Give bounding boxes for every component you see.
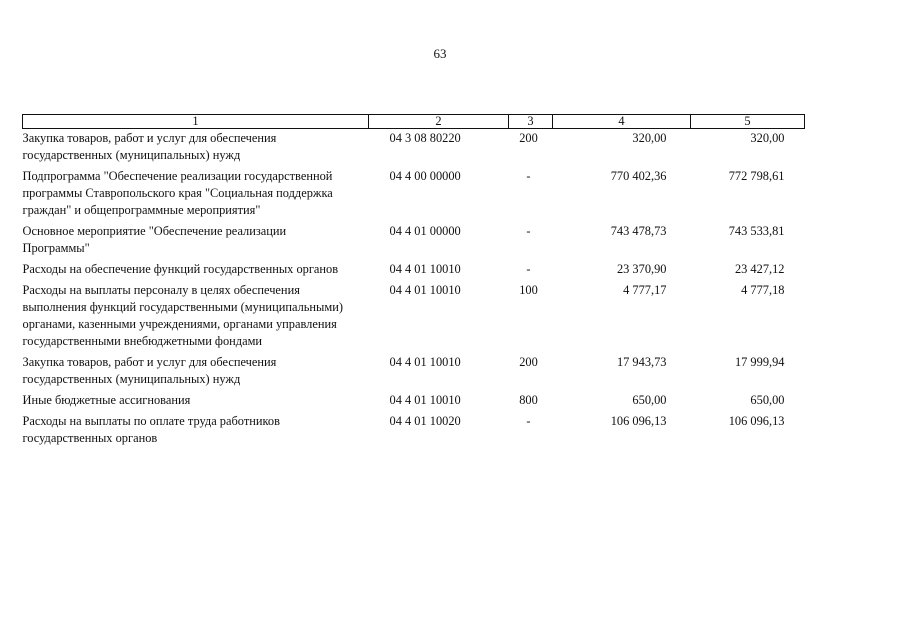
header-row (23, 115, 805, 129)
expense-type: - (526, 414, 531, 428)
expense-type: - (526, 169, 531, 183)
expense-name: Иные бюджетные ассигнования (22, 393, 191, 407)
expense-name: Закупка товаров, работ и услуг для обеспечения государственных (муниципальных) нужд (22, 131, 277, 162)
table-row (23, 222, 805, 260)
classification-code: 04 4 01 10020 (389, 414, 461, 428)
amount-col4: 17 943,73 (616, 355, 667, 369)
expense-type: - (526, 224, 531, 238)
column-header-3: 3 (509, 115, 553, 129)
expense-type: 200 (519, 131, 538, 145)
table-row (23, 412, 805, 450)
expense-name: Закупка товаров, работ и услуг для обеспечения государственных (муниципальных) нужд (22, 355, 277, 386)
expense-type: - (526, 262, 531, 276)
amount-col4: 320,00 (632, 131, 667, 145)
table-row (23, 129, 805, 168)
amount-col5: 650,00 (750, 393, 785, 407)
amount-col5: 106 096,13 (728, 414, 785, 428)
classification-code: 04 4 01 00000 (389, 224, 461, 238)
amount-col4: 23 370,90 (616, 262, 667, 276)
classification-code: 04 4 01 10010 (389, 355, 461, 369)
classification-code: 04 3 08 80220 (389, 131, 461, 145)
table-row (23, 281, 805, 353)
classification-code: 04 4 00 00000 (389, 169, 461, 183)
classification-code: 04 4 01 10010 (389, 393, 461, 407)
amount-col5: 4 777,18 (741, 283, 785, 297)
budget-table (22, 114, 805, 450)
expense-type: 100 (519, 283, 538, 297)
amount-col4: 770 402,36 (610, 169, 667, 183)
amount-col5: 23 427,12 (734, 262, 785, 276)
column-header-2: 2 (369, 115, 509, 129)
expense-name: Подпрограмма "Обеспечение реализации государственной программы Ставропольского края "Социальная поддержка граждан" и общепрограммные мероприятия" (22, 169, 333, 217)
expense-type: 800 (519, 393, 538, 407)
amount-col4: 650,00 (632, 393, 667, 407)
expense-name: Расходы на обеспечение функций государственных органов (22, 262, 339, 276)
expense-name: Основное мероприятие "Обеспечение реализации Программы" (22, 224, 287, 255)
expense-name: Расходы на выплаты по оплате труда работников государственных органов (22, 414, 280, 445)
table-body (23, 129, 805, 451)
table-header (23, 115, 805, 129)
amount-col5: 772 798,61 (728, 169, 785, 183)
table-row (23, 167, 805, 222)
amount-col5: 17 999,94 (734, 355, 785, 369)
amount-col4: 106 096,13 (610, 414, 667, 428)
classification-code: 04 4 01 10010 (389, 283, 461, 297)
expense-name: Расходы на выплаты персоналу в целях обеспечения выполнения функций государственными (муниципальными) органами, казенными учреждениями, органами управления государственными внебюджетными фондами (22, 283, 343, 348)
table-row (23, 353, 805, 391)
amount-col4: 743 478,73 (610, 224, 667, 238)
column-header-4: 4 (553, 115, 691, 129)
amount-col5: 743 533,81 (728, 224, 785, 238)
amount-col5: 320,00 (750, 131, 785, 145)
amount-col4: 4 777,17 (623, 283, 667, 297)
table-row (23, 391, 805, 412)
column-header-1: 1 (23, 115, 369, 129)
table-row (23, 260, 805, 281)
expense-type: 200 (519, 355, 538, 369)
classification-code: 04 4 01 10010 (389, 262, 461, 276)
column-header-5: 5 (691, 115, 805, 129)
page-number: 63 (433, 46, 447, 61)
